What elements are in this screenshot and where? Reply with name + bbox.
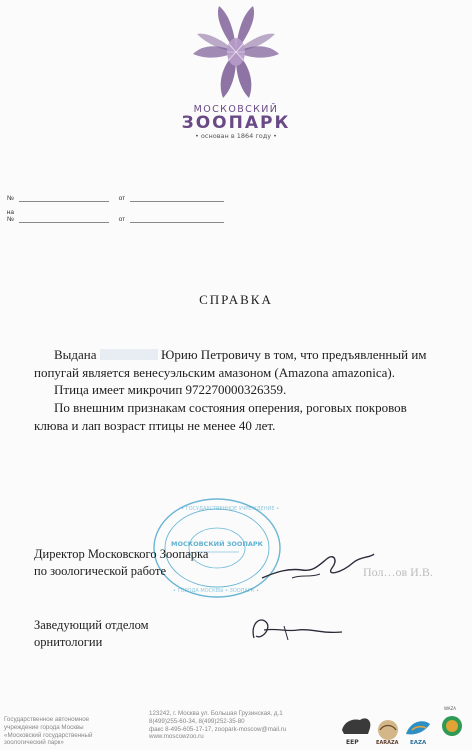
redacted-surname xyxy=(100,349,158,360)
footer-phones: 8(499)255-60-34, 8(499)252-35-80 xyxy=(149,717,245,725)
footer-fax-email: факс 8-495-605-17-17, zoopark-moscow@mail.ru xyxy=(149,725,287,733)
footer-contacts xyxy=(149,710,339,741)
department-head-title xyxy=(34,617,149,651)
svg-text:EEP: EEP xyxy=(346,739,359,746)
eaza-logo-icon xyxy=(406,721,430,746)
paragraph-age xyxy=(34,399,444,434)
director-title-line2: по зоологической работе xyxy=(34,564,167,578)
director-name-faint: Пол…ов И.В. xyxy=(363,565,433,579)
footer-org-line2: учреждение города Москвы xyxy=(4,723,84,731)
document-title: СПРАВКА xyxy=(199,292,273,307)
paragraph-age-text: По внешним признакам состояния оперения, роговых покровов клюва и лап возраст птицы не менее 40 лет. xyxy=(34,400,407,433)
stamp-center-text: МОСКОВСКИЙ ЗООПАРК xyxy=(171,540,263,548)
incoming-date-label: от xyxy=(118,216,126,223)
reference-date-label: от xyxy=(118,195,126,202)
incoming-number-line xyxy=(19,215,109,223)
svg-text:EAZA: EAZA xyxy=(410,740,427,746)
department-head-line1: Заведующий отделом xyxy=(34,618,149,632)
paragraph-issued xyxy=(34,346,444,381)
eep-logo-icon xyxy=(342,718,370,746)
reference-row-incoming xyxy=(0,209,224,223)
department-head-signature-icon xyxy=(244,612,354,648)
svg-text:• ГОСУДАРСТВЕННОЕ УЧРЕЖДЕНИЕ •: • ГОСУДАРСТВЕННОЕ УЧРЕЖДЕНИЕ • xyxy=(181,506,280,512)
svg-text:EARAZA: EARAZA xyxy=(376,740,399,746)
waza-logo-icon xyxy=(442,706,462,736)
logo-founded-text: • основан в 1864 году • xyxy=(195,132,277,140)
svg-text:• ГОРОДА МОСКВЫ • ЗООПАРК •: • ГОРОДА МОСКВЫ • ЗООПАРК • xyxy=(173,588,260,594)
incoming-number-label: на № xyxy=(6,209,14,223)
footer-website: www.moscowzoo.ru xyxy=(149,733,204,741)
footer-org-line1: Государственное автономное xyxy=(4,716,90,723)
partner-logos xyxy=(338,700,468,748)
director-signature-icon xyxy=(258,548,378,588)
department-head-line2: орнитологии xyxy=(34,635,103,649)
logo-wordmark-line1: МОСКОВСКИЙ xyxy=(193,104,279,115)
reference-date-line xyxy=(130,194,224,202)
director-title-line1: Директор Московского Зоопарка xyxy=(34,547,209,561)
footer-org-line3: «Московский государственный xyxy=(4,731,93,739)
footer-org-line4: зоологический парк» xyxy=(4,739,64,747)
paragraph-issued-rest: Юрию Петровичу в том, что предъявленный им попугай является венесуэльским амазоном (Amazona amazonica). xyxy=(34,347,427,380)
zoo-logo-icon xyxy=(193,4,279,100)
paragraph-microchip xyxy=(34,381,444,399)
svg-text:WAZA: WAZA xyxy=(444,706,456,711)
paragraph-issued-start: Выдана xyxy=(54,347,97,362)
reference-row-number xyxy=(0,194,224,202)
reference-number-label: № xyxy=(7,195,14,202)
incoming-date-line xyxy=(130,215,224,223)
logo-wordmark-line2: ЗООПАРК xyxy=(181,113,291,133)
director-title xyxy=(34,546,208,580)
paragraph-microchip-text: Птица имеет микрочип 972270000326359. xyxy=(54,382,287,397)
footer-organization xyxy=(4,716,144,747)
reference-number-line xyxy=(19,194,109,202)
footer-address: 123242, г. Москва ул. Большая Грузинская, д.1 xyxy=(149,710,283,717)
earaza-logo-icon xyxy=(376,720,399,746)
